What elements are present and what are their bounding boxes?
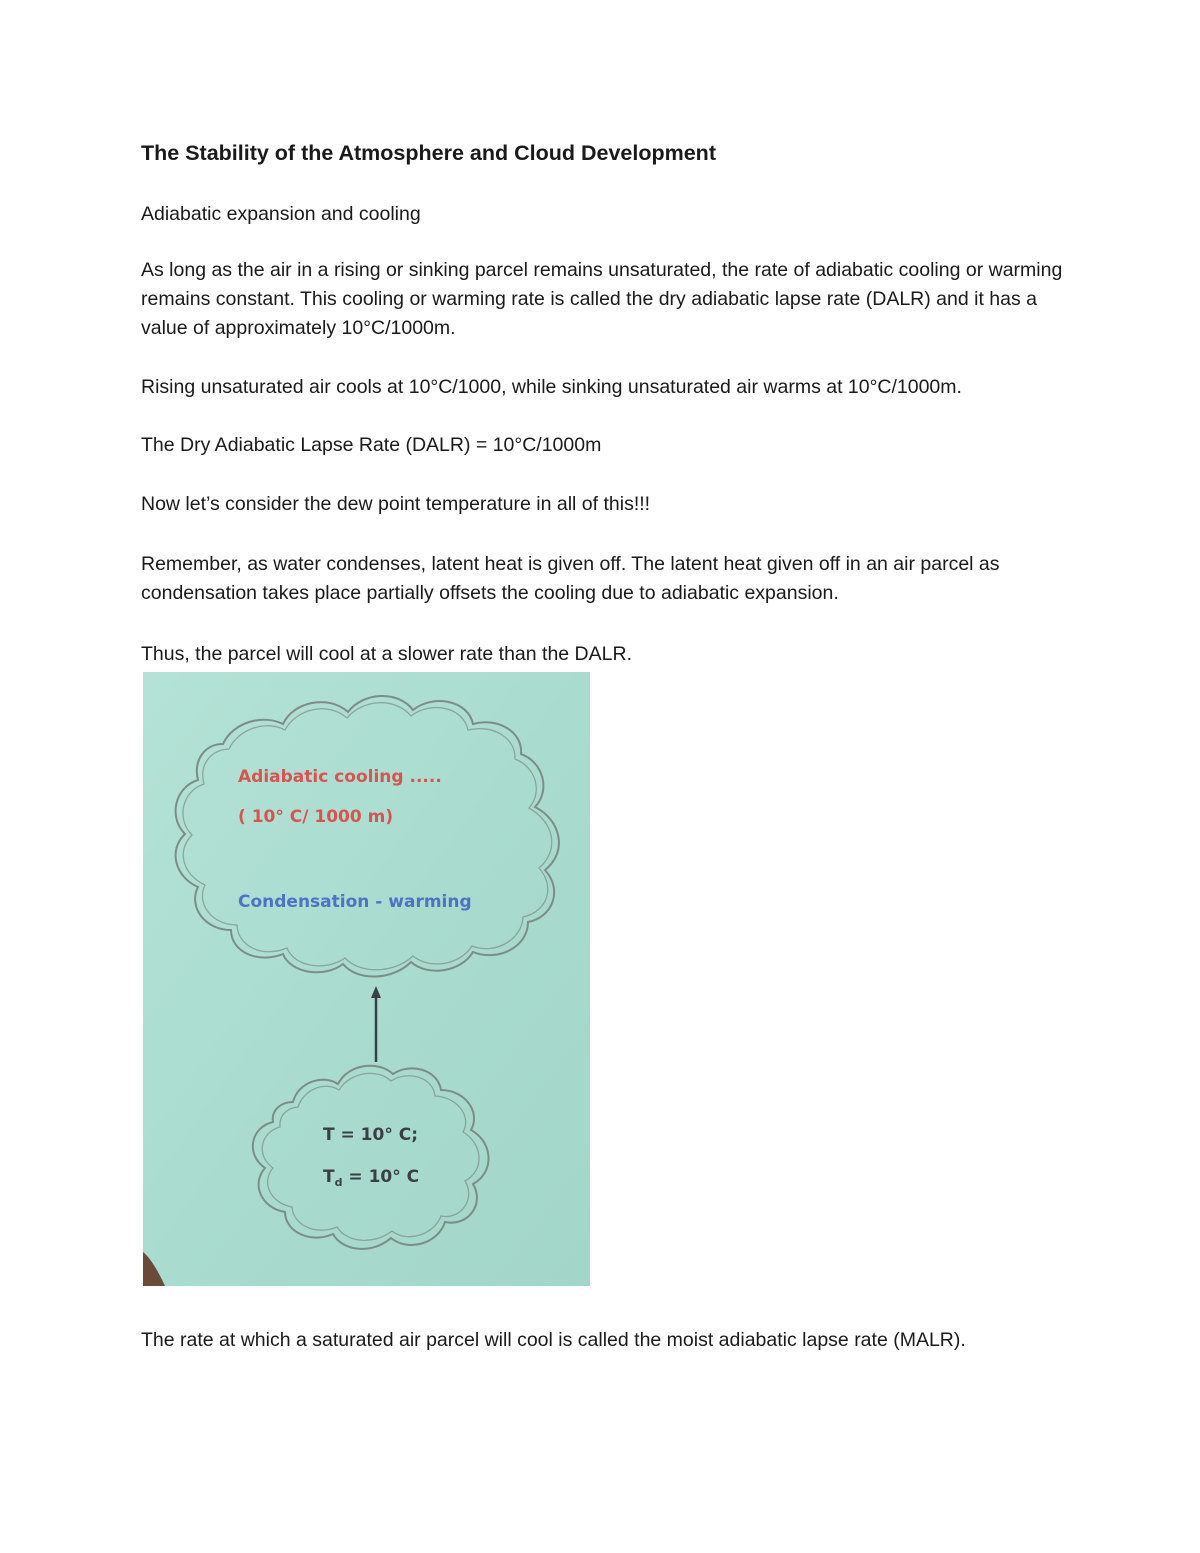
upper-cloud-line3: Condensation - warming xyxy=(238,892,472,912)
paragraph-malr-definition: The rate at which a saturated air parcel will cool is called the moist adiabatic lapse rate (MALR). xyxy=(141,1329,966,1351)
paragraph-rising-sinking: Rising unsaturated air cools at 10°C/1000, while sinking unsaturated air warms at 10°C/1000m. xyxy=(141,376,962,398)
photo-background xyxy=(143,672,590,1286)
paragraph-slower-rate: Thus, the parcel will cool at a slower rate than the DALR. xyxy=(141,643,632,665)
dew-point-value: = 10° C xyxy=(342,1167,420,1187)
section-subtitle: Adiabatic expansion and cooling xyxy=(141,203,421,225)
document-title: The Stability of the Atmosphere and Cloud Development xyxy=(141,141,716,165)
dew-point-subscript: d xyxy=(334,1176,343,1189)
paragraph-latent-heat: Remember, as water condenses, latent heat is given off. The latent heat given off in an air parcel as condensation takes place partially offsets the cooling due to adiabatic expansion. xyxy=(141,553,1000,604)
paragraph-dalr-equation: The Dry Adiabatic Lapse Rate (DALR) = 10°C/1000m xyxy=(141,434,602,456)
paragraph-dalr-definition: As long as the air in a rising or sinking parcel remains unsaturated, the rate of adiabatic cooling or warming remains constant. This cooling or warming rate is called the dry adiabatic lapse rate (DALR) and it has a value of approximately 10°C/1000m. xyxy=(141,259,1063,339)
upper-cloud-line2: ( 10° C/ 1000 m) xyxy=(238,807,394,827)
paragraph-dew-point: Now let’s consider the dew point temperature in all of this!!! xyxy=(141,493,651,515)
cloud-diagram-photo xyxy=(143,672,590,1286)
dew-point-symbol: T xyxy=(323,1167,335,1187)
lower-cloud-line1: T = 10° C; xyxy=(323,1125,419,1145)
upper-cloud-line1: Adiabatic cooling ..... xyxy=(238,767,442,787)
